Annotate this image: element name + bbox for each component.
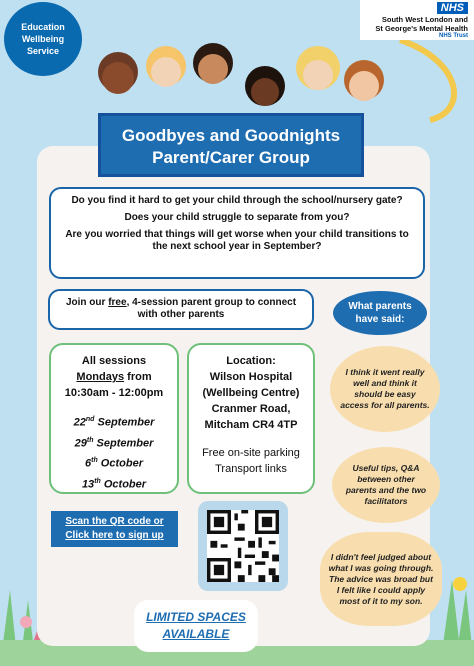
location-line2: (Wellbeing Centre)	[202, 387, 300, 399]
limited-spaces-link[interactable]	[134, 600, 258, 652]
page-title	[98, 113, 364, 177]
questions-box	[49, 187, 425, 279]
location-transport: Transport links	[215, 463, 287, 475]
sessions-box	[49, 343, 179, 494]
join-box	[48, 289, 314, 330]
signup-line2[interactable]: Click here to sign up	[65, 530, 164, 541]
session-dates	[51, 411, 177, 494]
nhs-trust-logo	[360, 0, 474, 40]
session-date: 6th October	[85, 457, 143, 470]
qr-code-icon	[207, 510, 279, 582]
location-line3: Cranmer Road,	[211, 403, 291, 415]
quote-3: I didn't feel judged about what I was going through. The advice was broad but I felt like I could apply most of it to my son.	[328, 551, 434, 606]
sessions-line1: All sessions	[81, 355, 147, 367]
location-line1: Wilson Hospital	[209, 371, 293, 383]
location-label: Location:	[226, 355, 276, 367]
question-1: Do you find it hard to get your child through the school/nursery gate?	[71, 195, 403, 206]
qr-code[interactable]	[198, 501, 288, 591]
question-3: Are you worried that things will get worse when your child transitions to the next school year in September?	[65, 229, 409, 252]
join-free: free	[108, 297, 127, 308]
quote-1: I think it went really well and think it should be easy access for all parents.	[340, 367, 430, 410]
location-box	[187, 343, 315, 494]
limited-line1[interactable]: LIMITED SPACES	[146, 610, 246, 624]
join-text-pre: Join our	[65, 297, 109, 308]
quote-2: Useful tips, Q&A between other parents and the two facilitators	[345, 463, 427, 506]
session-date: 13th October	[81, 477, 147, 491]
quote-bubble-3	[320, 532, 442, 626]
education-wellbeing-badge	[4, 2, 82, 76]
title-line-2: Parent/Carer Group	[152, 148, 310, 167]
what-parents-text: What parents have said:	[348, 301, 412, 325]
quote-bubble-1	[330, 346, 440, 432]
title-line-1: Goodbyes and Goodnights	[121, 126, 341, 145]
sessions-mondays: Mondays	[76, 371, 125, 383]
nhs-logo: NHS	[437, 2, 468, 14]
trust-line-1: South West London and	[381, 15, 468, 24]
trust-line-3: NHS Trust	[438, 33, 468, 39]
limited-line2[interactable]: AVAILABLE	[162, 627, 230, 641]
quote-bubble-2	[332, 447, 440, 523]
sessions-from: from	[124, 371, 152, 383]
trust-line-2: St George's Mental Health	[375, 24, 468, 33]
session-date: 22nd September	[73, 416, 155, 429]
question-2: Does your child struggle to separate from you?	[124, 212, 350, 223]
sessions-time: 10:30am - 12:00pm	[64, 387, 164, 399]
badge-text: Education Wellbeing Service	[21, 22, 65, 56]
signup-link[interactable]	[51, 511, 178, 547]
session-date: 29th September	[74, 436, 154, 450]
location-parking: Free on-site parking	[202, 447, 300, 459]
join-text-post: , 4-session parent group to connect with other parents	[126, 297, 297, 320]
what-parents-said-label	[333, 291, 427, 335]
signup-line1[interactable]: Scan the QR code or	[65, 516, 164, 527]
location-line4: Mitcham CR4 4TP	[204, 419, 298, 431]
